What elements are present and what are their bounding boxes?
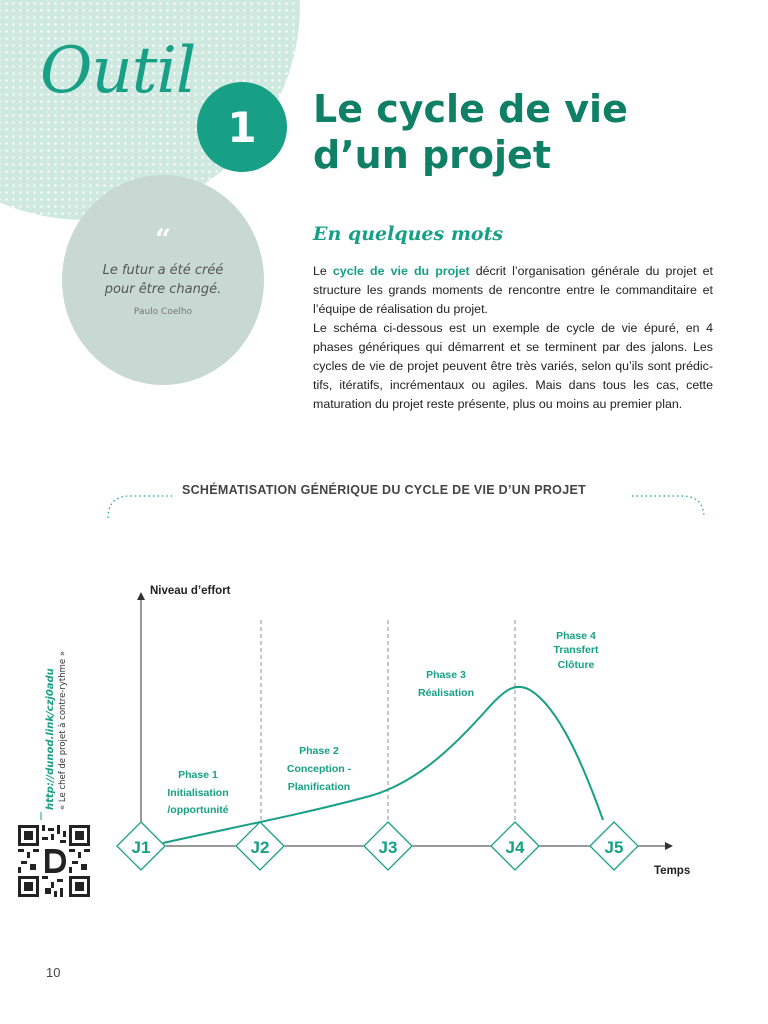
milestone-j3 — [364, 822, 412, 870]
page-title-line1: Le cycle de vie — [313, 87, 628, 131]
milestone-j1 — [117, 822, 165, 870]
milestone-j1-label: J1 — [131, 838, 151, 857]
intro-paragraph-2: Le schéma ci-dessous est un exemple de cycle de vie épuré, en 4 phases génériques qui démarrent et se terminent par des jalons. Les cycles de vie de projet peuvent être très variés, selon qu’ils sont prédic-tifs, itératifs, incrémentaux ou agiles. Mais dans tous les cas, cette maturation du projet reste présente, plus ou moins au premier plan. — [313, 321, 713, 411]
page-title-line2: d’un projet — [313, 133, 551, 177]
phase-1-line-2: Initialisation — [167, 787, 229, 799]
milestone-j3-label: J3 — [378, 838, 398, 857]
milestone-j5-label: J5 — [604, 838, 624, 857]
schema-bracket-right — [632, 496, 704, 518]
effort-curve — [163, 687, 603, 843]
qr-code-icon[interactable] — [18, 825, 90, 897]
phase-3-line-1: Phase 3 — [426, 669, 466, 681]
tool-label: Outil — [40, 34, 196, 108]
intro-heading: En quelques mots — [313, 223, 504, 245]
intro-p1-start: Le — [313, 264, 333, 278]
milestone-j5 — [590, 822, 638, 870]
phase-label-2 — [287, 745, 352, 793]
phase-1-line-1: Phase 1 — [178, 769, 218, 781]
milestone-j4-label: J4 — [505, 838, 525, 857]
phase-2-line-3: Planification — [287, 781, 351, 793]
tool-number-badge: 1 — [197, 82, 287, 172]
quote-text-line1: Le futur a été créé — [102, 263, 224, 278]
phase-4-line-3: Clôture — [557, 659, 595, 671]
quote-text-line2: pour être changé. — [104, 282, 222, 297]
side-link-url[interactable]: http://dunod.link/czj0adu — [45, 668, 56, 810]
y-axis-label: Niveau d’effort — [150, 585, 231, 597]
phase-4-line-1: Phase 4 — [556, 630, 596, 642]
y-axis-arrow — [137, 592, 145, 600]
side-link — [44, 610, 74, 810]
intro-highlight-term: cycle de vie du projet — [332, 264, 470, 278]
quote-author: Paulo Coelho — [133, 307, 193, 317]
quote-mark-icon: “ — [154, 223, 172, 256]
phase-label-4 — [554, 630, 599, 671]
page-number: 10 — [46, 965, 61, 980]
phase-1-line-3: /opportunité — [167, 804, 229, 816]
schema-bracket-left — [108, 496, 172, 518]
phase-3-line-2: Réalisation — [417, 687, 475, 699]
side-link-caption: « Le chef de projet à contre-rythme » — [58, 650, 68, 810]
phase-2-line-1: Phase 2 — [299, 745, 339, 757]
phase-2-line-2: Conception - — [286, 763, 352, 775]
milestone-j2 — [236, 822, 284, 870]
phase-label-3 — [418, 669, 474, 699]
milestone-j2-label: J2 — [250, 838, 270, 857]
x-axis-arrow — [665, 842, 673, 850]
intro-p1-end: décrit l’organisation générale du projet et structure les grands moments de rencontre entre le commanditaire et l’équipe de réalisation du projet. — [313, 264, 713, 316]
phase-4-line-2: Transfert — [553, 644, 599, 656]
phase-label-1 — [167, 769, 228, 816]
schema-title: SCHÉMATISATION GÉNÉRIQUE DU CYCLE DE VIE D’UN PROJET — [181, 483, 587, 497]
x-axis-label: Temps — [654, 865, 691, 877]
milestone-j4 — [491, 822, 539, 870]
